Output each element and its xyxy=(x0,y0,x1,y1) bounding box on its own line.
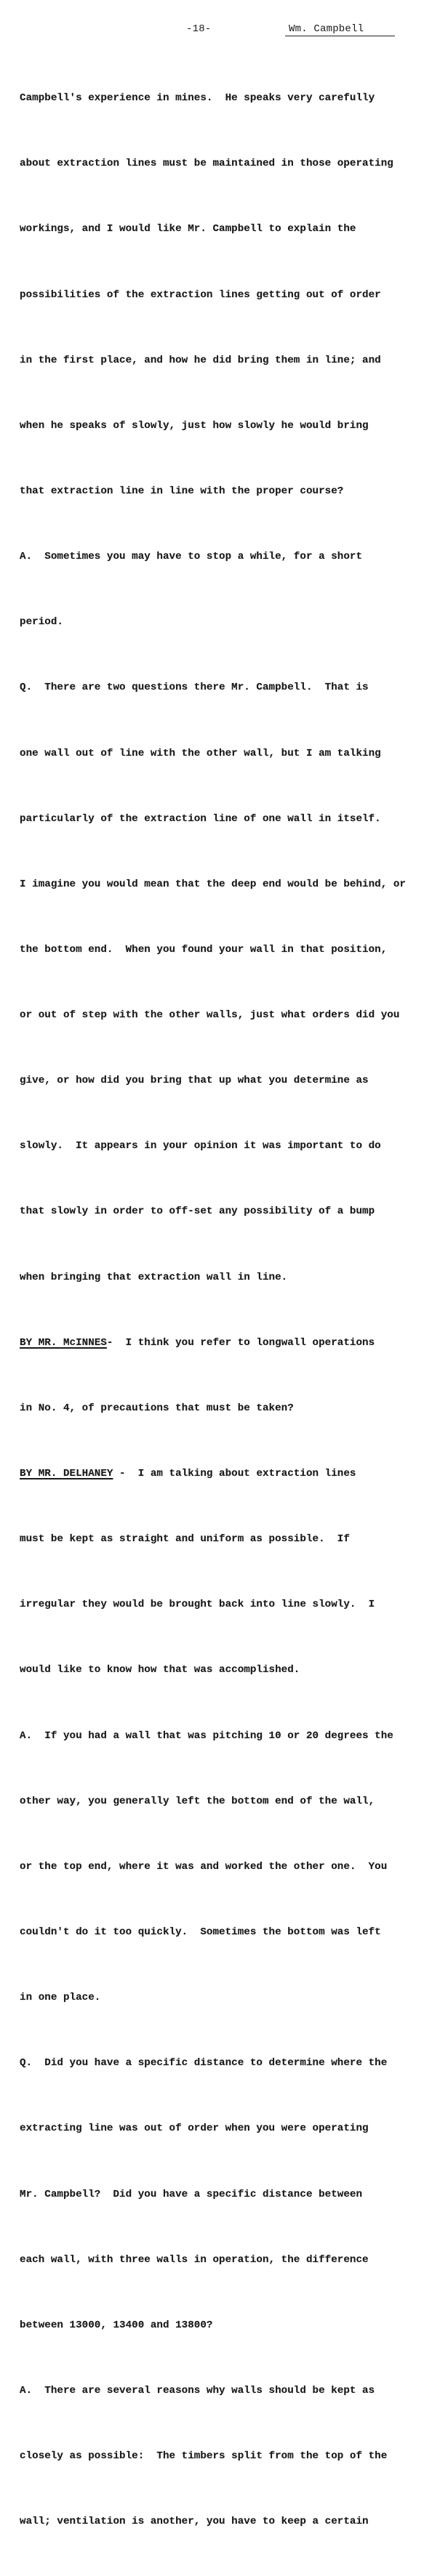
transcript-line xyxy=(20,1267,438,1288)
answer-line xyxy=(20,2380,438,2402)
speaker-line-delhaney xyxy=(20,1463,438,1485)
question-line xyxy=(20,677,438,698)
transcript-line xyxy=(20,218,438,240)
line-text: between 13000, 13400 and 13800? xyxy=(20,2319,213,2331)
line-text: Mr. Campbell? Did you have a specific distance between xyxy=(20,2188,363,2200)
line-text: A. If you had a wall that was pitching 10 or 20 degrees the xyxy=(20,1729,393,1742)
transcript-line xyxy=(20,1659,438,1681)
transcript-line xyxy=(20,1200,438,1222)
transcript-line xyxy=(20,2314,438,2336)
transcript-line xyxy=(20,480,438,502)
line-text: in the first place, and how he did bring them in line; and xyxy=(20,354,381,366)
transcript-line xyxy=(20,1528,438,1550)
line-text: possibilities of the extraction lines getting out of order xyxy=(20,288,381,301)
line-text: the bottom end. When you found your wall in that position, xyxy=(20,943,388,956)
line-text: slowly. It appears in your opinion it was important to do xyxy=(20,1140,381,1152)
transcript-line xyxy=(20,1987,438,2008)
transcript-line xyxy=(20,743,438,764)
line-text: in one place. xyxy=(20,1992,101,2004)
line-text: wall; ventilation is another, you have to keep a certain xyxy=(20,2516,369,2528)
transcript-line xyxy=(20,415,438,437)
question-line xyxy=(20,2052,438,2074)
line-text: that slowly in order to off-set any possibility of a bump xyxy=(20,1206,375,1218)
transcript-line xyxy=(20,611,438,633)
speaker-label: BY MR. McINNES xyxy=(20,1336,107,1349)
line-text: about extraction lines must be maintained in those operating xyxy=(20,158,393,170)
line-text: in No. 4, of precautions that must be taken? xyxy=(20,1402,294,1414)
line-text: must be kept as straight and uniform as possible. If xyxy=(20,1533,350,1546)
transcript-line xyxy=(20,1856,438,1878)
answer-line xyxy=(20,546,438,568)
transcript-line xyxy=(20,2249,438,2271)
line-text: when bringing that extraction wall in line. xyxy=(20,1271,288,1283)
transcript-line xyxy=(20,284,438,306)
line-text: - I think you refer to longwall operations xyxy=(106,1336,375,1349)
transcript-line xyxy=(20,1397,438,1419)
transcript-line xyxy=(20,2445,438,2467)
transcript-line xyxy=(20,350,438,371)
transcript-line xyxy=(20,1790,438,1812)
line-text: when he speaks of slowly, just how slowly he would bring xyxy=(20,419,369,432)
transcript-body xyxy=(20,44,438,2576)
line-text: or the top end, where it was and worked the other one. You xyxy=(20,1860,388,1873)
line-text: that extraction line in line with the proper course? xyxy=(20,485,344,497)
transcript-line xyxy=(20,2117,438,2139)
line-text: one wall out of line with the other wall, but I am talking xyxy=(20,747,381,759)
line-text: irregular they would be brought back into line slowly. I xyxy=(20,1599,375,1611)
line-text: closely as possible: The timbers split from the top of the xyxy=(20,2450,388,2463)
transcript-line xyxy=(20,2184,438,2205)
page-number: -18- xyxy=(186,23,212,35)
line-text: I imagine you would mean that the deep end would be behind, or xyxy=(20,878,406,890)
line-text: workings, and I would like Mr. Campbell to explain the xyxy=(20,223,356,235)
transcript-line xyxy=(20,1921,438,1943)
line-text: each wall, with three walls in operation, the difference xyxy=(20,2253,369,2266)
line-text: particularly of the extraction line of one wall in itself. xyxy=(20,812,381,825)
transcript-line xyxy=(20,1004,438,1026)
speaker-line-mcinnes xyxy=(20,1332,438,1354)
line-text: - I am talking about extraction lines xyxy=(113,1468,356,1480)
line-text: Q. There are two questions there Mr. Campbell. That is xyxy=(20,682,369,694)
transcript-line xyxy=(20,1070,438,1091)
line-text: couldn't do it too quickly. Sometimes the bottom was left xyxy=(20,1926,381,1939)
transcript-line xyxy=(20,153,438,174)
transcript-line xyxy=(20,1135,438,1157)
line-text: period. xyxy=(20,616,63,629)
answer-line xyxy=(20,1725,438,1747)
transcript-line xyxy=(20,808,438,830)
witness-name: Wm. Campbell xyxy=(285,23,395,36)
line-text: A. Sometimes you may have to stop a while, for a short xyxy=(20,551,363,563)
line-text: give, or how did you bring that up what you determine as xyxy=(20,1075,369,1087)
speaker-label: BY MR. DELHANEY xyxy=(20,1468,113,1480)
line-text: would like to know how that was accomplished. xyxy=(20,1664,300,1676)
page-header xyxy=(0,22,440,38)
line-text: or out of step with the other walls, just what orders did you xyxy=(20,1009,400,1022)
transcript-line xyxy=(20,2511,438,2532)
line-text: Q. Did you have a specific distance to determine where the xyxy=(20,2057,388,2070)
transcript-line xyxy=(20,87,438,109)
transcript-line xyxy=(20,939,438,961)
line-text: Campbell's experience in mines. He speaks very carefully xyxy=(20,92,375,105)
line-text: extracting line was out of order when you were operating xyxy=(20,2123,369,2135)
line-text: other way, you generally left the bottom end of the wall, xyxy=(20,1795,375,1807)
transcript-line xyxy=(20,1594,438,1615)
transcript-line xyxy=(20,873,438,895)
line-text: A. There are several reasons why walls should be kept as xyxy=(20,2385,375,2397)
